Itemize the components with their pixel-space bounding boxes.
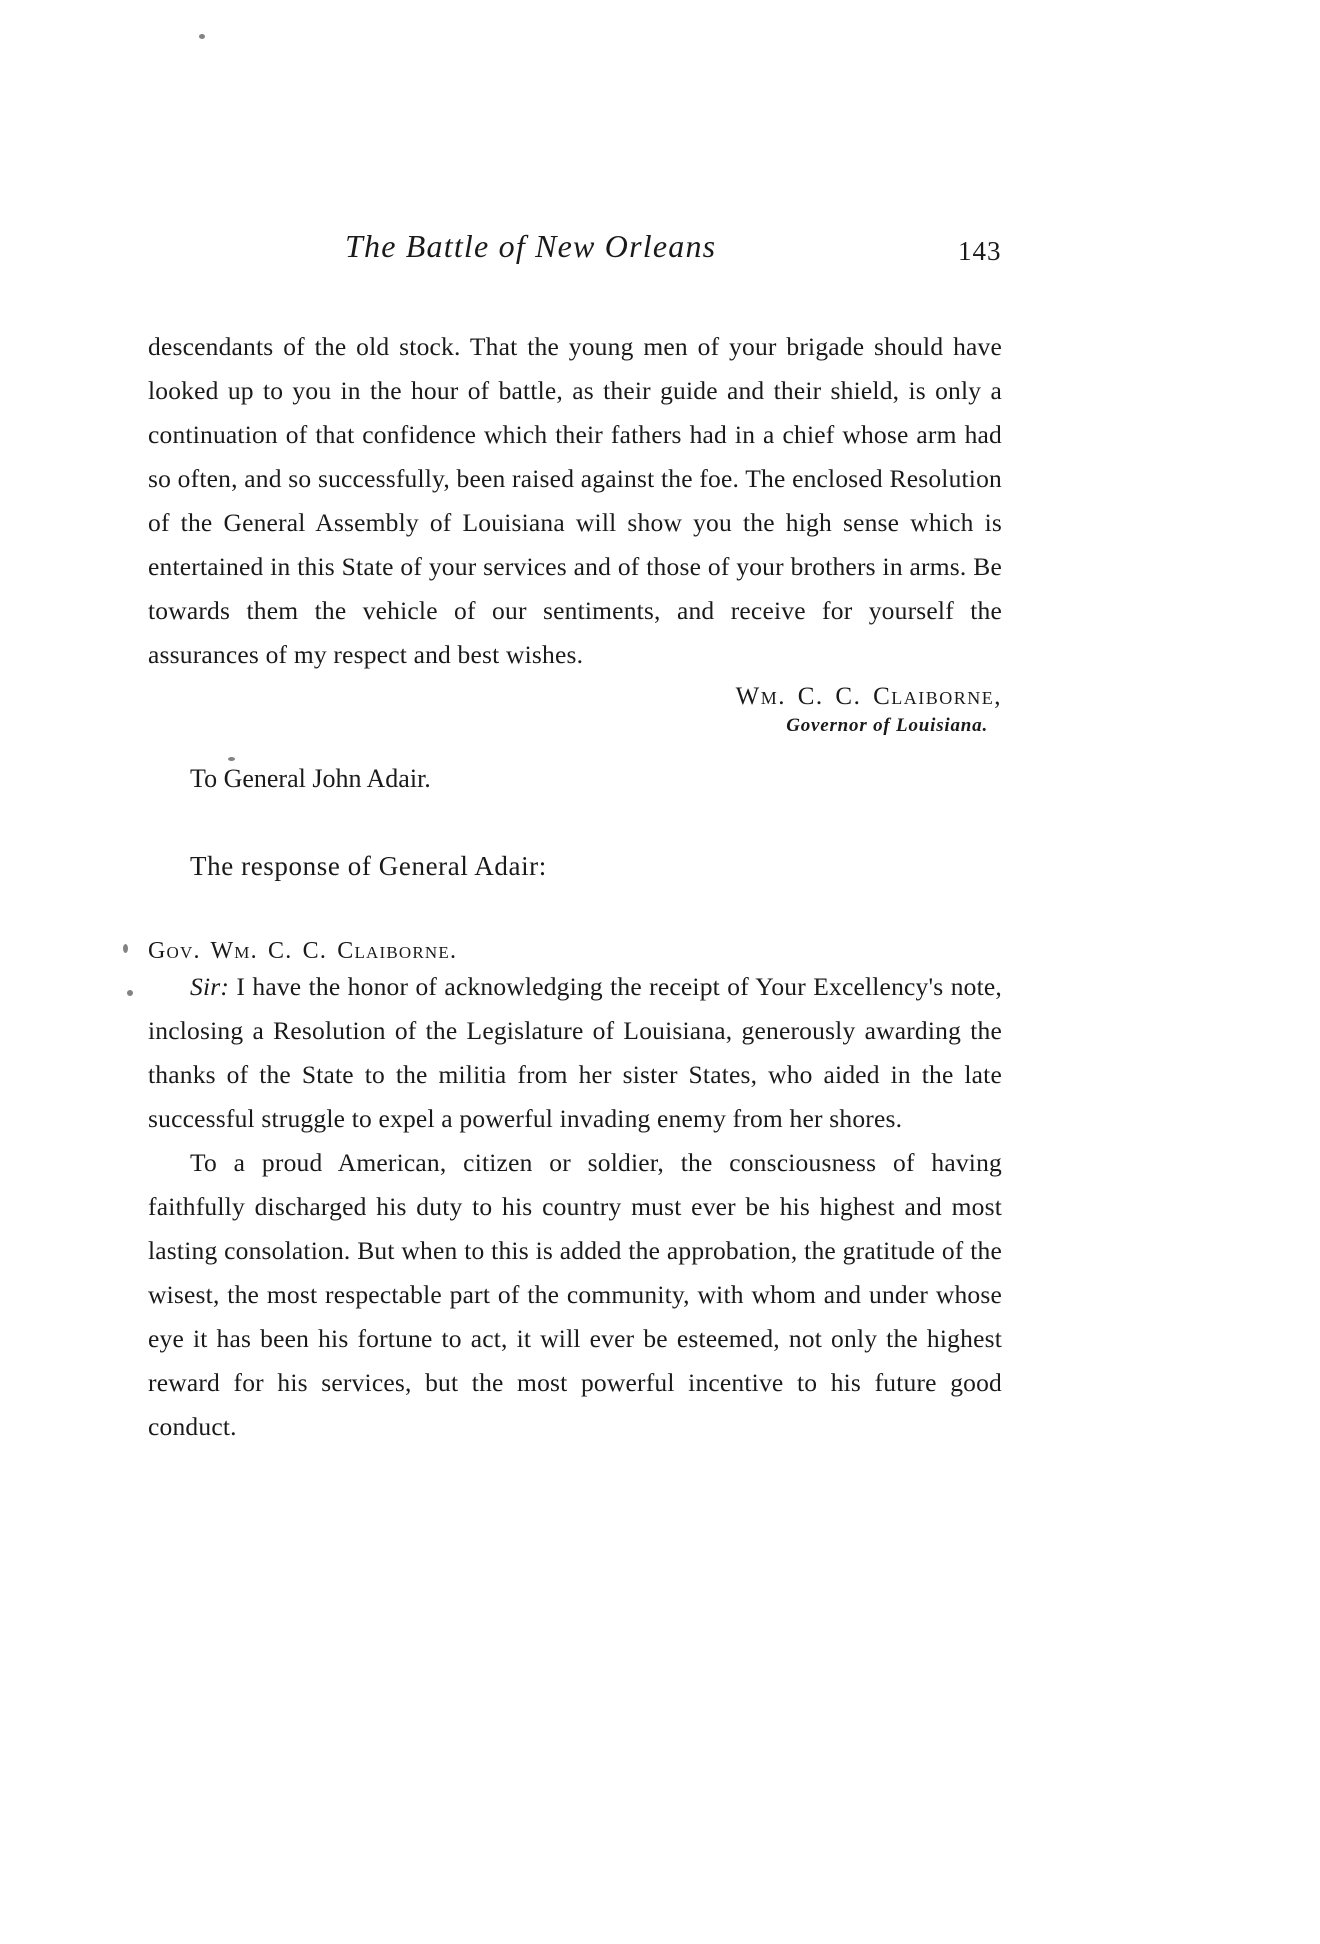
response-heading: The response of General Adair:: [190, 851, 547, 881]
letter-signature-block: [148, 683, 1002, 737]
page-number: 143: [958, 236, 1002, 266]
signature-title: Governor of Louisiana.: [786, 715, 988, 736]
salutation-lead: Sir:: [190, 972, 230, 1001]
paragraph-response-first: [148, 965, 1002, 1141]
letter-salutation: Gov. Wm. C. C. Claiborne.: [148, 938, 458, 964]
scan-speck-mark: [199, 34, 205, 39]
scan-speck-mark: [127, 990, 133, 996]
running-head: [0, 228, 1320, 278]
paragraph-response-first-text: I have the honor of acknowledging the receipt of Your Excellency's note, inclosing a Resolution of the Legislature of Louisiana, generously awarding the thanks of the State to the militia from her sister States, who aided in the late successful struggle to expel a powerful invading enemy from her shores.: [148, 972, 1002, 1133]
paragraph-continuation: descendants of the old stock. That the young men of your brigade should have looked up to you in the hour of battle, as their guide and their shield, is only a continuation of that confidence which their fathers had in a chief whose arm had so often, and so successfully, been raised against the foe. The enclosed Resolution of the General Assembly of Louisiana will show you the high sense which is entertained in this State of your services and of those of your brothers in arms. Be towards them the vehicle of our sentiments, and receive for yourself the assurances of my respect and best wishes.: [148, 332, 1002, 669]
letter-addressee: To General John Adair.: [190, 764, 431, 793]
page-title: The Battle of New Orleans: [345, 228, 717, 264]
paragraph-response-second: To a proud American, citizen or soldier, the consciousness of having faithfully discharged his duty to his country must ever be his highest and most lasting consolation. But when to this is added the approbation, the gratitude of the wisest, the most respectable part of the community, with whom and under whose eye it has been his fortune to act, it will ever be esteemed, not only the highest reward for his services, but the most powerful incentive to his future good conduct.: [148, 1148, 1002, 1441]
scan-speck-mark: [123, 944, 128, 953]
signature-name: Wm. C. C. Claiborne,: [735, 683, 1002, 710]
body-text-column: [148, 325, 1002, 1449]
